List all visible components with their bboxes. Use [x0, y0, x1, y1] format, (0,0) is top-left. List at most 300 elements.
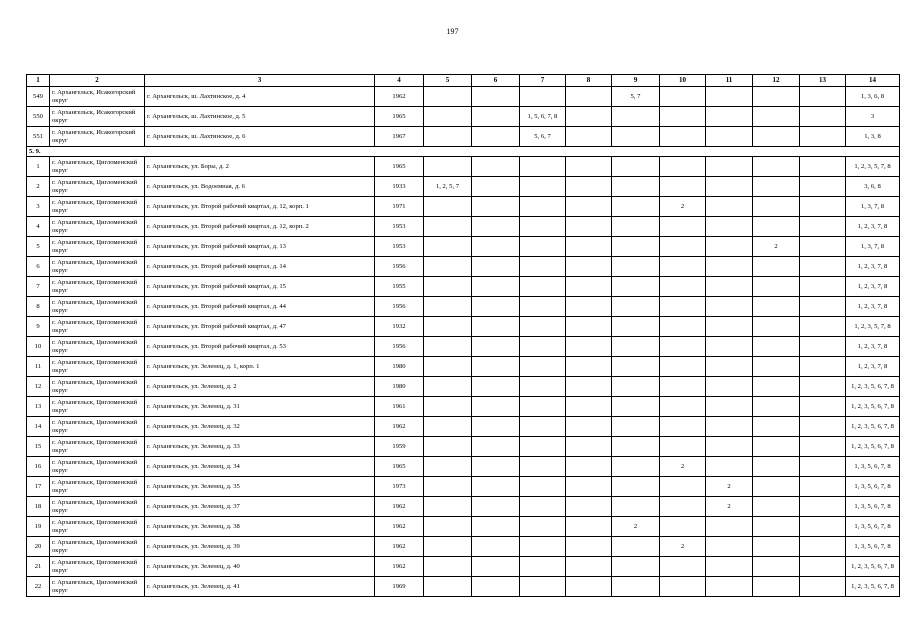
table-cell [566, 127, 612, 147]
table-cell [424, 157, 472, 177]
table-cell [800, 177, 846, 197]
table-cell [660, 417, 706, 437]
table-cell [424, 127, 472, 147]
table-body [27, 87, 900, 597]
column-header: 4 [375, 75, 424, 87]
table-cell: г. Архангельск, ул. Второй рабочий квартал, д. 14 [145, 257, 375, 277]
table-row [27, 357, 900, 377]
table-cell: 1932 [375, 317, 424, 337]
header-row [27, 75, 900, 87]
table-cell: г. Архангельск, Цигломенский округ [50, 317, 145, 337]
table-cell: 1, 2, 3, 7, 8 [846, 337, 900, 357]
table-cell [566, 157, 612, 177]
table-cell [424, 317, 472, 337]
table-cell [753, 317, 800, 337]
table-cell [800, 417, 846, 437]
table-row [27, 417, 900, 437]
table-cell: 1 [27, 157, 50, 177]
table-cell [520, 517, 566, 537]
page-number: 197 [446, 27, 459, 36]
table-cell [472, 357, 520, 377]
column-header: 8 [566, 75, 612, 87]
table-cell [612, 237, 660, 257]
table-cell [566, 497, 612, 517]
table-cell [520, 297, 566, 317]
table-cell [566, 397, 612, 417]
table-cell [706, 297, 753, 317]
table-cell [566, 457, 612, 477]
table-cell: г. Архангельск, ул. Зеленец, д. 33 [145, 437, 375, 457]
table-cell [800, 157, 846, 177]
table-cell: 1965 [375, 107, 424, 127]
table-cell [753, 437, 800, 457]
table-cell [800, 87, 846, 107]
column-header: 11 [706, 75, 753, 87]
table-cell [706, 277, 753, 297]
table-cell: г. Архангельск, ш. Лахтинское, д. 5 [145, 107, 375, 127]
table-cell: 1955 [375, 277, 424, 297]
table-cell: г. Архангельск, Исакогорский округ [50, 107, 145, 127]
table-cell [800, 497, 846, 517]
table-cell: 1, 2, 3, 5, 6, 7, 8 [846, 437, 900, 457]
table-cell [424, 397, 472, 417]
table-cell [520, 177, 566, 197]
table-cell [706, 437, 753, 457]
table-cell: 1, 3, 7, 8 [846, 237, 900, 257]
table-cell [706, 127, 753, 147]
table-cell [612, 127, 660, 147]
table-cell [566, 277, 612, 297]
table-cell: г. Архангельск, Цигломенский округ [50, 437, 145, 457]
table-cell: 3 [27, 197, 50, 217]
table-row [27, 437, 900, 457]
table-cell: 1962 [375, 557, 424, 577]
table-cell [472, 257, 520, 277]
table-cell [566, 297, 612, 317]
table-cell: г. Архангельск, Цигломенский округ [50, 337, 145, 357]
table-cell [520, 257, 566, 277]
table-cell [753, 157, 800, 177]
table-cell [424, 377, 472, 397]
table-cell [706, 457, 753, 477]
table-cell [472, 107, 520, 127]
table-cell: 1, 2, 5, 7 [424, 177, 472, 197]
table-cell: 1, 2, 3, 7, 8 [846, 257, 900, 277]
table-cell [424, 277, 472, 297]
table-cell [612, 577, 660, 597]
table-cell [472, 417, 520, 437]
table-cell [753, 417, 800, 437]
table-cell: 1, 2, 3, 5, 6, 7, 8 [846, 397, 900, 417]
table-row [27, 337, 900, 357]
table-cell: 1933 [375, 177, 424, 197]
table-cell: г. Архангельск, ул. Второй рабочий квартал, д. 12, корп. 2 [145, 217, 375, 237]
table-cell: 11 [27, 357, 50, 377]
table-cell [706, 107, 753, 127]
table-cell [612, 477, 660, 497]
table-cell: 17 [27, 477, 50, 497]
table-cell: г. Архангельск, Цигломенский округ [50, 457, 145, 477]
table-cell [424, 357, 472, 377]
table-cell [566, 357, 612, 377]
column-header: 7 [520, 75, 566, 87]
table-cell: г. Архангельск, ш. Лахтинское, д. 6 [145, 127, 375, 147]
table-cell [424, 297, 472, 317]
table-row [27, 87, 900, 107]
table-cell [753, 357, 800, 377]
table-cell: 4 [27, 217, 50, 237]
table-cell: 1962 [375, 417, 424, 437]
table-cell [520, 317, 566, 337]
table-cell: 15 [27, 437, 50, 457]
table-cell [800, 437, 846, 457]
table-cell [566, 177, 612, 197]
table-cell: г. Архангельск, ул. Зеленец, д. 38 [145, 517, 375, 537]
table-cell [472, 577, 520, 597]
table-cell [706, 317, 753, 337]
table-cell: г. Архангельск, Цигломенский округ [50, 397, 145, 417]
table-cell: г. Архангельск, ул. Второй рабочий квартал, д. 13 [145, 237, 375, 257]
table-cell [472, 497, 520, 517]
table-cell [566, 197, 612, 217]
column-header: 6 [472, 75, 520, 87]
table-cell [520, 87, 566, 107]
table-cell: г. Архангельск, Цигломенский округ [50, 237, 145, 257]
table-row [27, 517, 900, 537]
table-cell [472, 277, 520, 297]
table-cell: 1, 2, 3, 5, 6, 7, 8 [846, 557, 900, 577]
table-cell [706, 557, 753, 577]
table-cell: 1, 5, 6, 7, 8 [520, 107, 566, 127]
table-cell: 2 [27, 177, 50, 197]
table-cell [520, 497, 566, 517]
table-cell: г. Архангельск, ул. Зеленец, д. 2 [145, 377, 375, 397]
table-cell [566, 557, 612, 577]
table-cell [424, 237, 472, 257]
table-cell: 1, 2, 3, 5, 6, 7, 8 [846, 377, 900, 397]
table-row [27, 107, 900, 127]
table-cell [706, 157, 753, 177]
table-cell: г. Архангельск, ш. Лахтинское, д. 4 [145, 87, 375, 107]
table-cell [424, 417, 472, 437]
table-cell: 1956 [375, 257, 424, 277]
table-cell: г. Архангельск, Цигломенский округ [50, 477, 145, 497]
table-cell [424, 557, 472, 577]
table-cell [612, 317, 660, 337]
table-cell: 1, 3, 6, 8 [846, 87, 900, 107]
table-cell [800, 217, 846, 237]
table-cell [660, 397, 706, 417]
table-cell: 2 [660, 197, 706, 217]
table-cell [800, 477, 846, 497]
table-cell: г. Архангельск, Цигломенский округ [50, 297, 145, 317]
table-cell [800, 197, 846, 217]
table-cell [612, 277, 660, 297]
table-cell: 1, 2, 3, 5, 6, 7, 8 [846, 417, 900, 437]
table-cell: 2 [660, 537, 706, 557]
column-header: 3 [145, 75, 375, 87]
table-cell [612, 217, 660, 237]
table-cell [612, 257, 660, 277]
table-cell [520, 157, 566, 177]
table-cell [660, 237, 706, 257]
table-row [27, 257, 900, 277]
table-cell: г. Архангельск, Цигломенский округ [50, 557, 145, 577]
table-cell [520, 377, 566, 397]
table-cell: 2 [706, 477, 753, 497]
table-row [27, 177, 900, 197]
table-cell [660, 477, 706, 497]
table-row [27, 157, 900, 177]
table-cell: 1967 [375, 127, 424, 147]
table-cell [566, 437, 612, 457]
column-header: 10 [660, 75, 706, 87]
table-cell: 1, 2, 3, 7, 8 [846, 357, 900, 377]
table-cell: г. Архангельск, ул. Зеленец, д. 40 [145, 557, 375, 577]
table-cell [612, 457, 660, 477]
table-cell [706, 397, 753, 417]
table-cell: г. Архангельск, ул. Зеленец, д. 34 [145, 457, 375, 477]
table-cell: 1956 [375, 337, 424, 357]
table-cell: г. Архангельск, Цигломенский округ [50, 577, 145, 597]
table-cell [612, 197, 660, 217]
table-cell: 3 [846, 107, 900, 127]
table-cell [472, 87, 520, 107]
table-cell [566, 337, 612, 357]
table-cell: г. Архангельск, Цигломенский округ [50, 277, 145, 297]
table-cell [660, 497, 706, 517]
table-cell [800, 557, 846, 577]
table-cell [753, 197, 800, 217]
column-header: 12 [753, 75, 800, 87]
table-cell [706, 417, 753, 437]
table-cell: г. Архангельск, ул. Зеленец, д. 37 [145, 497, 375, 517]
table-cell: 1, 2, 3, 5, 6, 7, 8 [846, 577, 900, 597]
table-cell [706, 537, 753, 557]
table-cell [472, 127, 520, 147]
table-cell [472, 157, 520, 177]
table-cell [753, 177, 800, 197]
table-cell: 549 [27, 87, 50, 107]
table-cell [706, 577, 753, 597]
table-cell: 8 [27, 297, 50, 317]
table-cell [472, 517, 520, 537]
section-row [27, 147, 900, 157]
table-cell [800, 127, 846, 147]
table-cell [424, 107, 472, 127]
table-cell [660, 297, 706, 317]
table-row [27, 127, 900, 147]
table-row [27, 377, 900, 397]
table-cell: 12 [27, 377, 50, 397]
column-header: 2 [50, 75, 145, 87]
table-cell [753, 517, 800, 537]
table-row [27, 537, 900, 557]
table-cell [520, 397, 566, 417]
table-cell [472, 237, 520, 257]
table-cell [753, 107, 800, 127]
table-cell [424, 217, 472, 237]
table-cell: г. Архангельск, ул. Второй рабочий квартал, д. 47 [145, 317, 375, 337]
table-cell: 1959 [375, 437, 424, 457]
table-cell: г. Архангельск, Исакогорский округ [50, 127, 145, 147]
table-cell [800, 277, 846, 297]
table-cell: 1953 [375, 237, 424, 257]
table-cell [520, 437, 566, 457]
table-cell [753, 277, 800, 297]
table-cell [612, 377, 660, 397]
section-label: 5. 9. [27, 147, 900, 157]
table-cell [424, 577, 472, 597]
table-cell [753, 87, 800, 107]
table-cell [660, 377, 706, 397]
table-cell [520, 357, 566, 377]
table-cell: 1973 [375, 477, 424, 497]
table-cell [753, 537, 800, 557]
table-cell: 2 [660, 457, 706, 477]
table-cell [800, 397, 846, 417]
table-cell: г. Архангельск, Цигломенский округ [50, 197, 145, 217]
table-cell: 1, 3, 5, 6, 7, 8 [846, 477, 900, 497]
table-cell: 550 [27, 107, 50, 127]
table-cell [800, 377, 846, 397]
table-cell [520, 537, 566, 557]
table-cell: 10 [27, 337, 50, 357]
table-cell [472, 197, 520, 217]
table-row [27, 477, 900, 497]
table-cell: г. Архангельск, Цигломенский округ [50, 357, 145, 377]
column-header: 5 [424, 75, 472, 87]
table-cell [472, 477, 520, 497]
table-cell [472, 297, 520, 317]
table-cell [706, 337, 753, 357]
table-row [27, 297, 900, 317]
table-cell [520, 457, 566, 477]
table-cell [706, 257, 753, 277]
table-cell [566, 87, 612, 107]
table-row [27, 497, 900, 517]
table-cell: 6 [27, 257, 50, 277]
table-cell: 20 [27, 537, 50, 557]
table-cell [612, 157, 660, 177]
table-cell: 1962 [375, 87, 424, 107]
table-cell: 19 [27, 517, 50, 537]
table-cell: 13 [27, 397, 50, 417]
table-cell [566, 107, 612, 127]
table-cell: 1, 3, 8 [846, 127, 900, 147]
table-cell [520, 417, 566, 437]
table-cell: 1965 [375, 157, 424, 177]
table-cell [800, 317, 846, 337]
table-cell [520, 197, 566, 217]
table-cell [660, 257, 706, 277]
table-cell [660, 277, 706, 297]
table-cell: г. Архангельск, ул. Боры, д. 2 [145, 157, 375, 177]
housing-registry-table [26, 74, 900, 597]
table-cell [753, 257, 800, 277]
table-row [27, 277, 900, 297]
table-cell [424, 437, 472, 457]
table-cell: 5, 6, 7 [520, 127, 566, 147]
table-row [27, 317, 900, 337]
table-cell [612, 107, 660, 127]
table-cell [566, 577, 612, 597]
table-cell [706, 377, 753, 397]
table-row [27, 217, 900, 237]
table-row [27, 197, 900, 217]
table-cell [520, 237, 566, 257]
table-cell [660, 217, 706, 237]
table-cell: 1, 2, 3, 7, 8 [846, 217, 900, 237]
table-cell [566, 517, 612, 537]
table-cell [753, 477, 800, 497]
table-row [27, 237, 900, 257]
column-header: 14 [846, 75, 900, 87]
table-cell: 1, 2, 3, 5, 7, 8 [846, 157, 900, 177]
table-cell [706, 177, 753, 197]
table-cell [424, 497, 472, 517]
table-cell [753, 577, 800, 597]
table-cell [424, 87, 472, 107]
table-cell: 1965 [375, 457, 424, 477]
table-cell [472, 317, 520, 337]
table-cell [472, 397, 520, 417]
table-cell: г. Архангельск, ул. Водоемная, д. 6 [145, 177, 375, 197]
table-cell: г. Архангельск, ул. Зеленец, д. 31 [145, 397, 375, 417]
table-cell [753, 377, 800, 397]
table-cell: 1, 2, 3, 7, 8 [846, 277, 900, 297]
table-row [27, 577, 900, 597]
table-cell: 7 [27, 277, 50, 297]
table-cell [753, 397, 800, 417]
table-cell [612, 537, 660, 557]
table-cell: 1971 [375, 197, 424, 217]
table-cell: г. Архангельск, Исакогорский округ [50, 87, 145, 107]
table-row [27, 397, 900, 417]
table-cell: г. Архангельск, Цигломенский округ [50, 157, 145, 177]
table-cell [706, 517, 753, 537]
table-cell [424, 477, 472, 497]
table-cell [566, 317, 612, 337]
table-cell [800, 237, 846, 257]
table-cell: 21 [27, 557, 50, 577]
table-cell [612, 417, 660, 437]
table-cell [424, 537, 472, 557]
table-cell: 2 [612, 517, 660, 537]
table-cell: 551 [27, 127, 50, 147]
column-header: 13 [800, 75, 846, 87]
table-cell [612, 177, 660, 197]
table-cell [612, 437, 660, 457]
table-cell: г. Архангельск, Цигломенский округ [50, 377, 145, 397]
table-cell [520, 557, 566, 577]
table-cell [472, 437, 520, 457]
table-cell [424, 457, 472, 477]
table-cell [612, 397, 660, 417]
table-cell [706, 217, 753, 237]
table-cell [660, 437, 706, 457]
table-cell: г. Архангельск, Цигломенский округ [50, 257, 145, 277]
table-cell [612, 337, 660, 357]
table-cell [800, 107, 846, 127]
table-cell [520, 217, 566, 237]
table-cell [660, 517, 706, 537]
table-cell: г. Архангельск, Цигломенский округ [50, 217, 145, 237]
table-cell [753, 337, 800, 357]
table-cell: г. Архангельск, Цигломенский округ [50, 497, 145, 517]
table-cell: г. Архангельск, ул. Зеленец, д. 1, корп. 1 [145, 357, 375, 377]
table-cell [424, 257, 472, 277]
